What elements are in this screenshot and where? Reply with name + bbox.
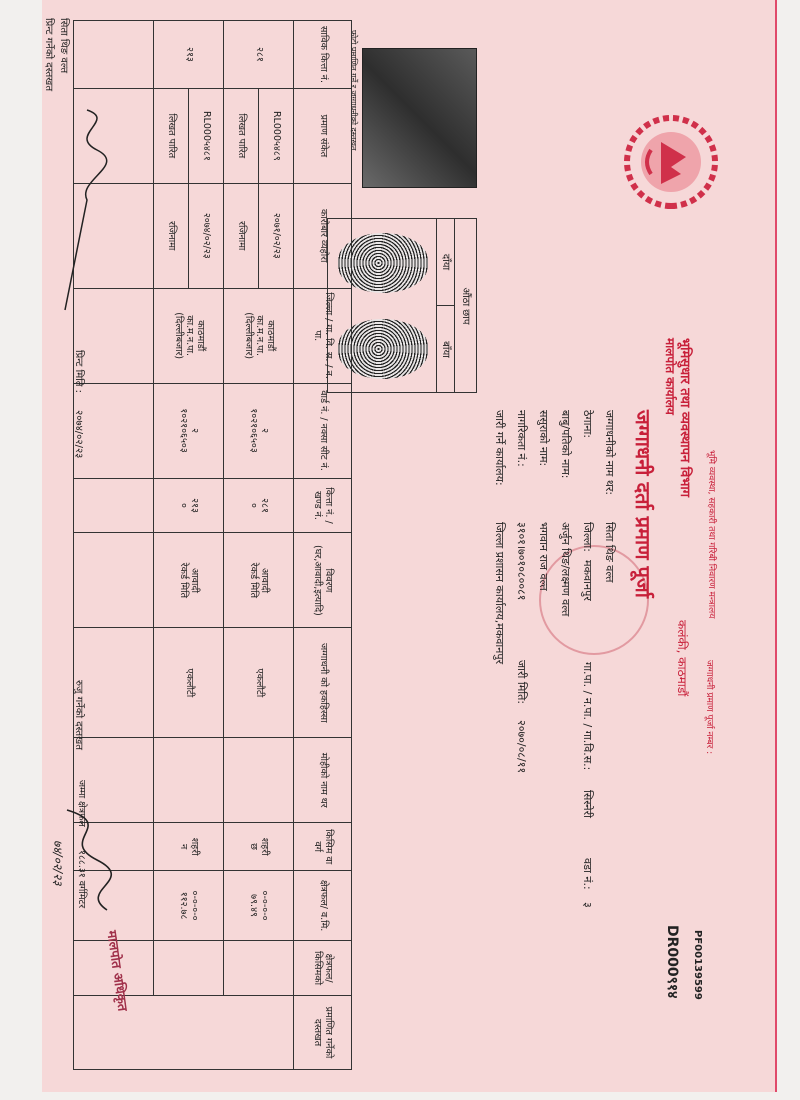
- area-desc: [224, 941, 294, 996]
- proof-code: RL000५४८९: [259, 88, 294, 183]
- header-old-plot: साविक कित्ता नं.: [294, 21, 352, 89]
- detail: आवादी: [259, 567, 271, 593]
- plot-no: २१३: [189, 498, 201, 513]
- header-area: क्षेत्रफल/ व.मि.: [294, 871, 352, 941]
- proof-code: RL000५४८१: [189, 88, 224, 183]
- father-name: अर्जुन थिङ/लक्ष्मण वल्त: [559, 522, 572, 617]
- deal: रजिनामा: [154, 183, 189, 288]
- print-signature-icon: [52, 100, 127, 320]
- verifier-signature-label: रुजु गर्नेको दस्तखत: [73, 680, 84, 750]
- grandfather-name: भगवान राज वल्त: [537, 522, 550, 591]
- plot-cell: [224, 478, 294, 533]
- citizenship-number: ३१०१।७०१०८००८१: [515, 522, 528, 601]
- issue-office-label: जारी गर्ने कार्यालय:: [493, 410, 506, 486]
- area-sqm: ७९.४९: [248, 894, 260, 917]
- municipality: सिस्नेरी: [581, 790, 594, 818]
- owner-photo: [362, 48, 477, 188]
- category-cell: [154, 823, 224, 871]
- plot-no: २८१: [259, 498, 271, 513]
- print-date-label: प्रिन्ट मिति :: [73, 350, 84, 394]
- print-date: २०७४/०२/२३: [73, 410, 84, 459]
- tenant: [224, 738, 294, 823]
- category-class: छ: [248, 843, 260, 850]
- handwritten-date: ७४/०२/२३: [51, 840, 65, 886]
- area-ropani: ०-०-०-०: [189, 890, 201, 921]
- deal-type: लिखत पारित: [154, 88, 189, 183]
- vdc-name: का.म.न.पा. (दिल्लीबजार): [243, 312, 265, 360]
- old-plot: २८१: [224, 21, 294, 89]
- district-name: काठमाडौं: [264, 320, 276, 352]
- transaction-date: २०७१/०२/२३: [259, 183, 294, 288]
- photo-caption: फोटो प्रमाणित गर्ने र जग्गाधनीको दस्तखत: [349, 30, 358, 151]
- ward-cell: [154, 383, 224, 478]
- citizenship-label: नागरिकता नं.:: [515, 410, 528, 467]
- header-tenant: मोहीको नाम थर: [294, 738, 352, 823]
- header-ward-sheet: वार्ड नं. / नक्सा सीट नं.: [294, 383, 352, 478]
- district-cell: [154, 288, 224, 383]
- header-proof-code: प्रमाण संकेत: [294, 88, 352, 183]
- district-label: जिल्ला:: [581, 522, 594, 552]
- ministry-line: भूमि व्यवस्था, सहकारी तथा गरिबी निवारण मन्त्रालय: [706, 450, 716, 619]
- serial-number: DR000९१४: [664, 925, 680, 999]
- print-signature-label: प्रिन्ट गर्नेको दस्तखत: [43, 18, 54, 92]
- share: एकलौटी: [154, 628, 224, 738]
- issue-date: २०७०/०८/११: [515, 720, 528, 774]
- ward-no: २: [189, 428, 201, 434]
- table-row: [259, 21, 294, 1070]
- thumb-right-label: दाँया: [436, 219, 454, 306]
- grandfather-label: ससुराको नाम:: [537, 410, 550, 467]
- district-name: काठमाडौं: [194, 320, 206, 352]
- owner-name: सिता थिङ वल्त: [603, 522, 616, 583]
- total-area-label: जम्मा क्षेत्रफल: [76, 780, 87, 827]
- detail: आवादी: [189, 567, 201, 593]
- header-area-type: क्षेत्रफल/ किसिमको: [294, 941, 352, 996]
- ward: ३: [581, 902, 594, 908]
- tenant: [154, 738, 224, 823]
- office-line: मालपोत कार्यालय: [663, 338, 677, 415]
- vdc-name: का.म.न.पा. (दिल्लीबजार): [173, 312, 195, 360]
- share: एकलौटी: [224, 628, 294, 738]
- total-area: १८८.३१ वर्गमिटर: [76, 850, 87, 909]
- table-header-row: [294, 21, 352, 1070]
- area-desc: [154, 941, 224, 996]
- father-label: बाबु/पतिको नाम:: [559, 410, 572, 479]
- detail-record: रेकर्ड मिति: [178, 562, 190, 599]
- old-plot: २१३: [154, 21, 224, 89]
- area-ropani: ०-०-०-०: [259, 890, 271, 921]
- ward-label: वडा नं.:: [581, 858, 594, 890]
- address-label: ठेगाना:: [581, 410, 594, 439]
- category-cell: [224, 823, 294, 871]
- office-place: कलंकी, काठमाडौं: [675, 620, 689, 697]
- thumb-left-label: बाँया: [436, 306, 454, 393]
- owner-name-label: जग्गाधनीको नाम थर:: [603, 410, 616, 496]
- khanda-no: ०: [248, 503, 260, 508]
- issue-date-label: जारी मिति:: [515, 660, 528, 705]
- signature-cell: [74, 996, 294, 1070]
- deal-type: लिखत पारित: [224, 88, 259, 183]
- category-class: न: [178, 843, 190, 850]
- district: मकवानपुर: [581, 560, 594, 601]
- transaction-date: २०७४/०२/२३: [189, 183, 224, 288]
- detail-record: रेकर्ड मिति: [248, 562, 260, 599]
- issue-office: जिल्ला प्रशासन कार्यालय,मकवानपुर: [493, 522, 506, 665]
- certificate-content: [42, 0, 777, 1092]
- ward-no: २: [259, 428, 271, 434]
- plot-cell: [154, 478, 224, 533]
- category: शहरी: [259, 837, 271, 856]
- table-row: [189, 21, 224, 1070]
- officer-stamp: मालपोत अधिकृत: [103, 929, 130, 1013]
- sheet-no: १०२१०६५०३: [178, 408, 190, 453]
- municipality-label: गा.पा. / न.पा. / गा.वि.स.:: [581, 662, 594, 771]
- detail-cell: [224, 533, 294, 628]
- sheet-no: १०२१०६५०३: [248, 408, 260, 453]
- detail-cell: [154, 533, 224, 628]
- header-signature: प्रमाणित गर्नेको दस्तखत: [294, 996, 352, 1070]
- area-sqm: ११२.७८: [178, 891, 190, 920]
- header-district: जिल्ला / गा. वि. स. / न. पा.: [294, 288, 352, 383]
- area-cell: [224, 871, 294, 941]
- form-number: PF00139599: [692, 930, 703, 1000]
- header-category: किसिम वा वर्ग: [294, 823, 352, 871]
- thumbprint-label: औंठा छाप: [454, 219, 476, 393]
- department-line: भूमिसुधार तथा व्यवस्थापन विभाग: [677, 338, 692, 498]
- area-cell: [154, 871, 224, 941]
- district-cell: [224, 288, 294, 383]
- header-plot: कित्ता नं. / खण्ड नं.: [294, 478, 352, 533]
- nepal-emblem-icon: [621, 112, 721, 212]
- certificate-title: जग्गाधनी दर्ता प्रमाण पूर्जा: [631, 410, 655, 598]
- header-detail: विवरण (घर,आवादी,इत्यादि): [294, 533, 352, 628]
- left-signatory-name: सिता थिङ वल्त: [58, 18, 69, 74]
- certificate-no-label: जग्गाधनी प्रमाण पूर्जा नम्बर :: [704, 660, 714, 755]
- header-transaction: कारोबार व्यहोरा: [294, 183, 352, 288]
- ward-cell: [224, 383, 294, 478]
- deal: रजिनामा: [224, 183, 259, 288]
- category: शहरी: [189, 837, 201, 856]
- header-share: जग्गाधनी को हकहिस्सा: [294, 628, 352, 738]
- khanda-no: ०: [178, 503, 190, 508]
